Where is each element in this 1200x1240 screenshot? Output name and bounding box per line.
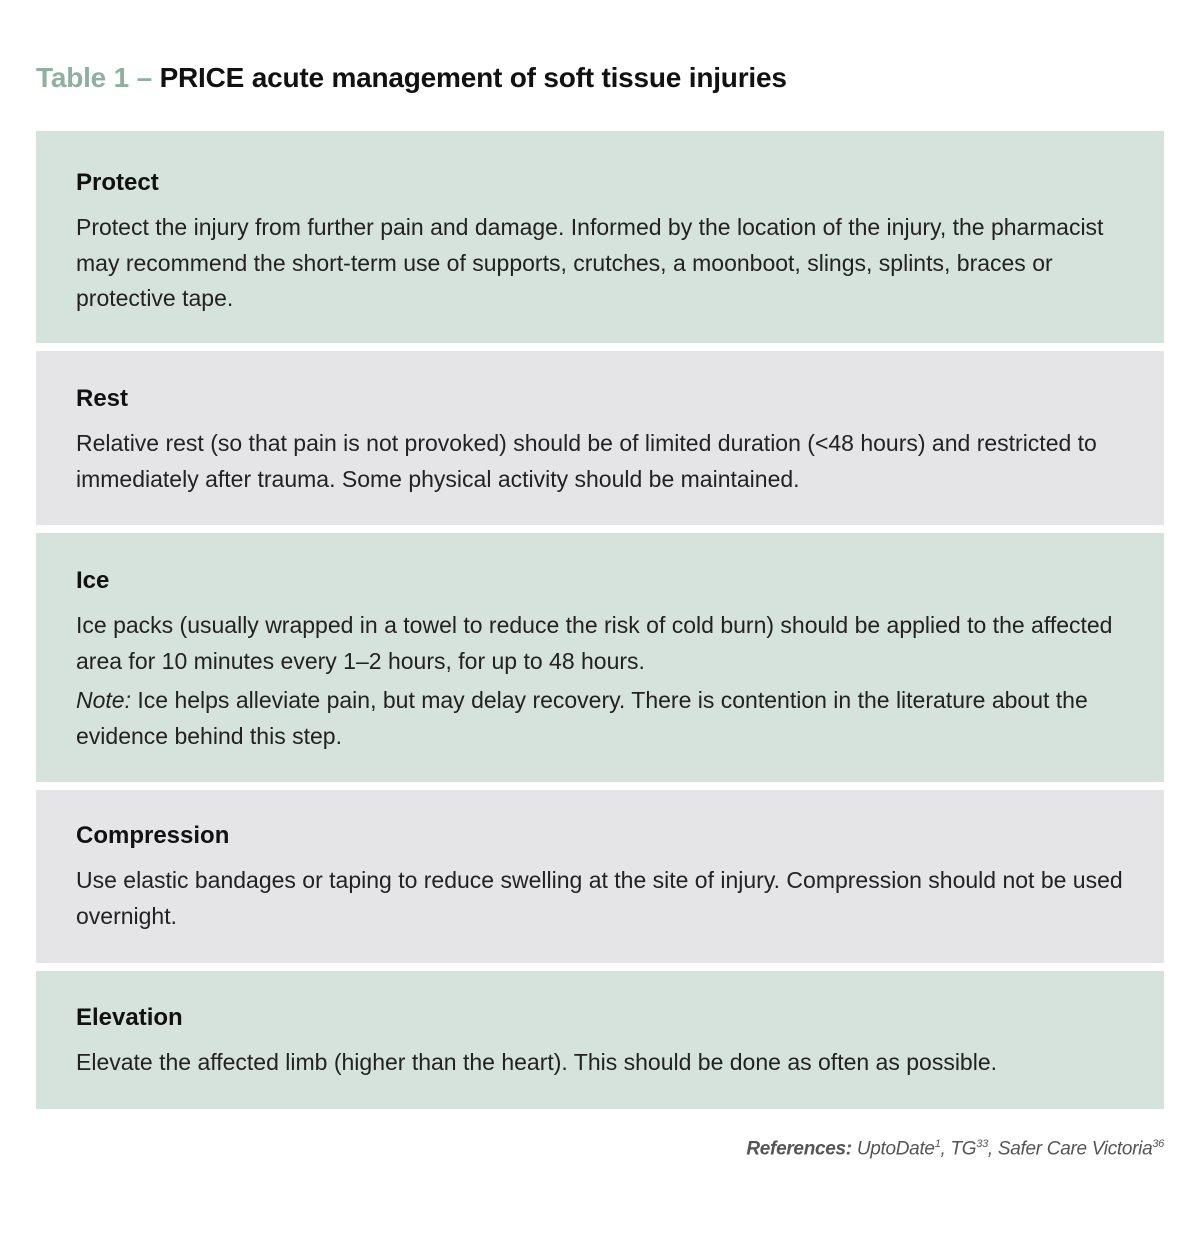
references [746,1138,1164,1160]
reference-superscript: 33 [976,1138,988,1150]
table-title [36,62,787,94]
references-label: References: [746,1138,852,1160]
table-row-elevation [36,971,1164,1109]
row-description: Relative rest (so that pain is not provoked) should be of limited duration (<48 hours) and restricted to immediately after trauma. Some physical activity should be maintained. [76,430,1097,492]
row-description: Protect the injury from further pain and damage. Informed by the location of the injury, the pharmacist may recommend the short-term use of supports, crutches, a moonboot, slings, splints, braces or protective tape. [76,214,1104,311]
reference-item: Safer Care Victoria [992,1138,1153,1160]
row-description: Ice packs (usually wrapped in a towel to reduce the risk of cold burn) should be applied to the affected area for 10 minutes every 1–2 hours, for up to 48 hours. [76,612,1113,674]
row-heading: Compression [76,822,230,849]
reference-separator: , [940,1138,946,1160]
reference-item: TG [945,1138,977,1160]
table-title-text: PRICE acute management of soft tissue injuries [159,62,787,93]
row-heading: Rest [76,385,129,412]
row-note [76,683,1124,754]
row-description: Use elastic bandages or taping to reduce swelling at the site of injury. Compression should not be used overnight. [76,867,1123,929]
note-text: Ice helps alleviate pain, but may delay recovery. There is contention in the literature about the evidence behind this step. [76,687,1088,749]
row-description: Elevate the affected limb (higher than the heart). This should be done as often as possible. [76,1049,998,1075]
note-label: Note: [76,687,131,713]
row-heading: Ice [76,567,110,594]
table-row-compression [36,790,1164,963]
price-table [36,131,1164,1117]
table-row-rest [36,351,1164,525]
table-number-label: Table 1 – [36,62,152,93]
row-heading: Elevation [76,1004,183,1031]
row-heading: Protect [76,169,159,196]
reference-separator: , [987,1138,993,1160]
table-row-ice [36,533,1164,782]
reference-superscript: 36 [1152,1138,1164,1150]
table-row-protect [36,131,1164,343]
reference-item: UptoDate [851,1138,935,1160]
reference-superscript: 1 [934,1138,941,1150]
